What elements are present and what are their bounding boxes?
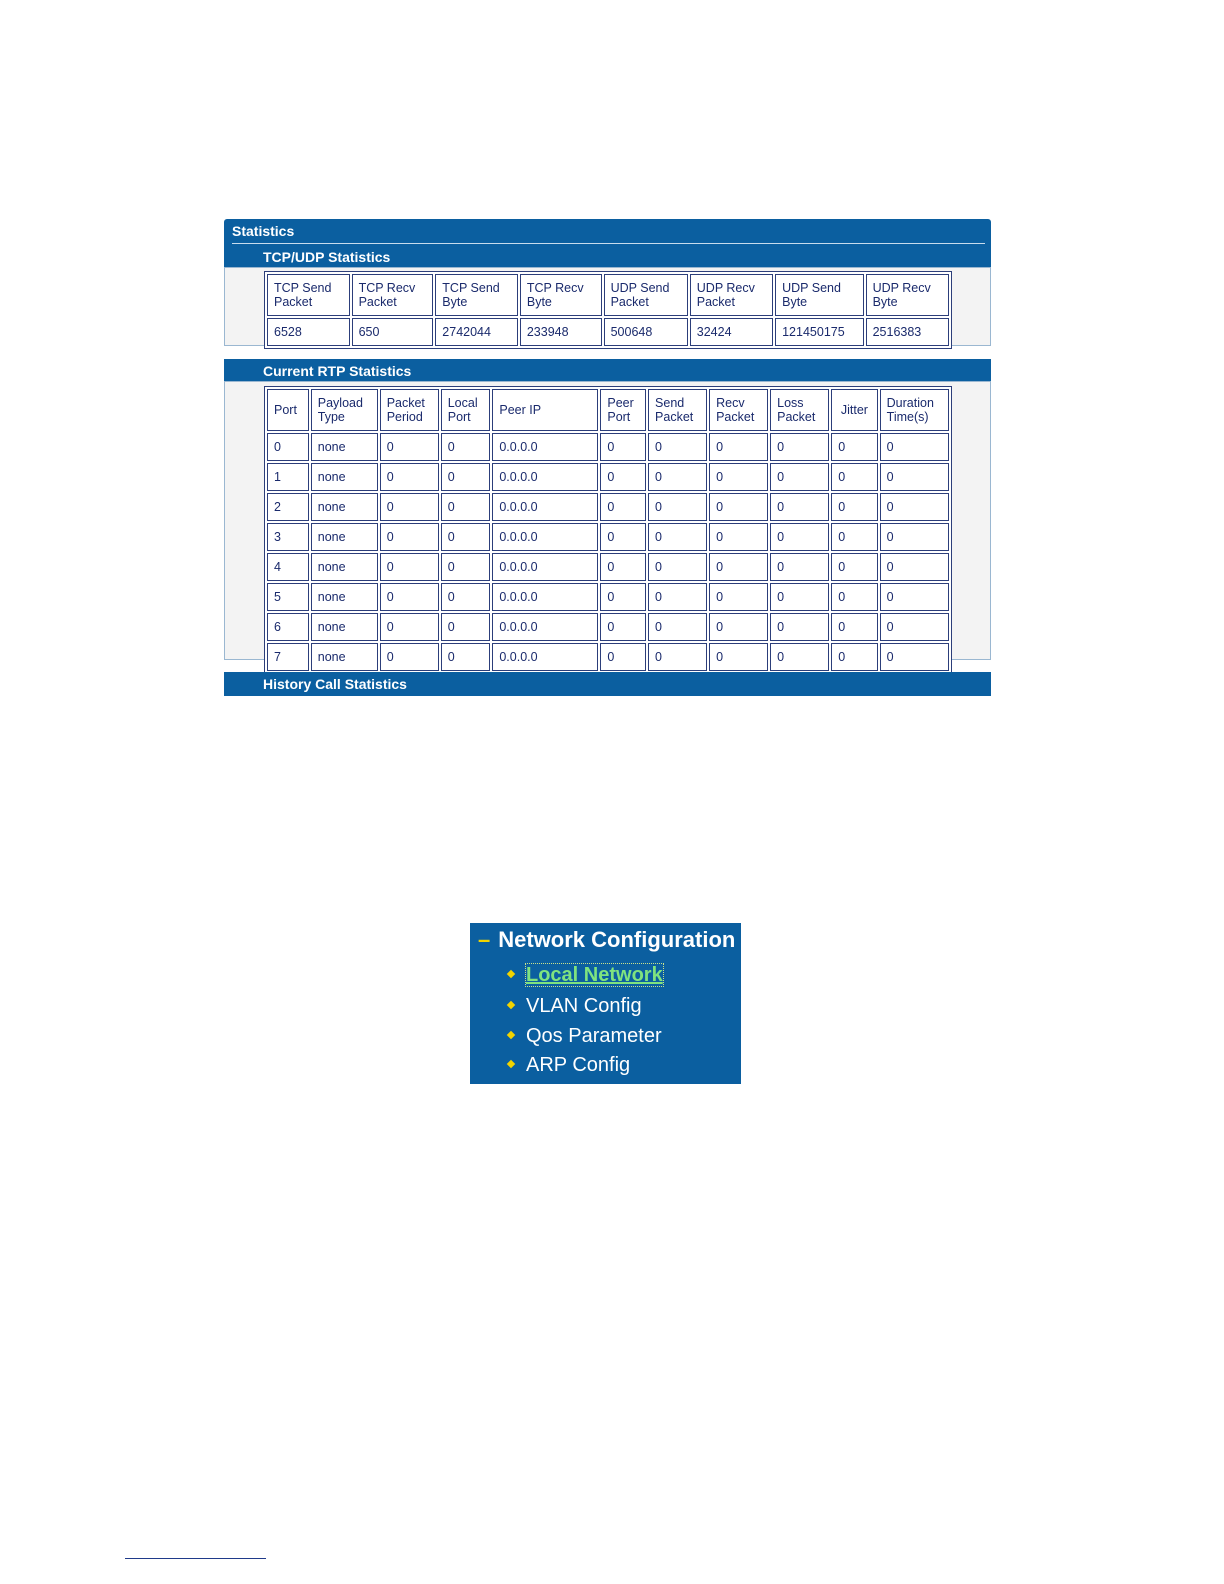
- rtp-header-row: [267, 389, 949, 431]
- loss-packet-cell: 0: [770, 523, 829, 551]
- bullet-diamond-icon: [507, 969, 515, 977]
- local-port-cell: 0: [441, 433, 491, 461]
- port-cell: 4: [267, 553, 309, 581]
- peer-port-cell: 0: [600, 523, 646, 551]
- payload-type-cell: none: [311, 493, 378, 521]
- loss-packet-cell: 0: [770, 433, 829, 461]
- local-port-cell: 0: [441, 613, 491, 641]
- port-header: Port: [267, 389, 309, 431]
- peer-ip-cell: 0.0.0.0: [492, 493, 598, 521]
- menu-item-label: Qos Parameter: [526, 1025, 662, 1047]
- bullet-diamond-icon: [507, 1000, 515, 1008]
- udp-recv-byte-value: 2516383: [866, 318, 949, 346]
- bullet-diamond-icon: [507, 1030, 515, 1038]
- loss-packet-cell: 0: [770, 613, 829, 641]
- history-section-title: History Call Statistics: [263, 676, 407, 692]
- menu-item-label: Local Network: [526, 964, 663, 986]
- udp-send-byte-header: UDP Send Byte: [775, 274, 863, 316]
- tcp-recv-packet-header: TCP Recv Packet: [352, 274, 434, 316]
- menu-item-vlan-config[interactable]: [508, 995, 642, 1018]
- peer-ip-cell: 0.0.0.0: [492, 433, 598, 461]
- title-divider: [232, 243, 985, 244]
- peer-port-cell: 0: [600, 463, 646, 491]
- recv-packet-header: Recv Packet: [709, 389, 768, 431]
- recv-packet-cell: 0: [709, 613, 768, 641]
- local-port-cell: 0: [441, 583, 491, 611]
- tcp-send-packet-value: 6528: [267, 318, 350, 346]
- rtp-row: [267, 553, 949, 581]
- loss-packet-cell: 0: [770, 463, 829, 491]
- packet-period-cell: 0: [380, 613, 439, 641]
- statistics-title: Statistics: [232, 223, 295, 239]
- recv-packet-cell: 0: [709, 523, 768, 551]
- udp-recv-packet-value: 32424: [690, 318, 773, 346]
- rtp-row: [267, 523, 949, 551]
- tcp-udp-section-title: TCP/UDP Statistics: [263, 249, 391, 265]
- send-packet-cell: 0: [648, 493, 707, 521]
- rtp-row: [267, 643, 949, 671]
- jitter-cell: 0: [831, 553, 877, 581]
- history-section-title-bar: [224, 672, 991, 696]
- rtp-row: [267, 433, 949, 461]
- send-packet-cell: 0: [648, 643, 707, 671]
- local-port-cell: 0: [441, 643, 491, 671]
- port-cell: 7: [267, 643, 309, 671]
- peer-port-header: Peer Port: [600, 389, 646, 431]
- local-port-cell: 0: [441, 553, 491, 581]
- peer-ip-cell: 0.0.0.0: [492, 523, 598, 551]
- network-config-heading[interactable]: [478, 927, 735, 953]
- network-config-menu: [470, 923, 741, 1084]
- tcp-udp-value-row: [267, 318, 949, 346]
- jitter-cell: 0: [831, 523, 877, 551]
- peer-ip-cell: 0.0.0.0: [492, 463, 598, 491]
- rtp-section: [224, 381, 991, 664]
- send-packet-cell: 0: [648, 523, 707, 551]
- footnote-separator: [125, 1558, 266, 1559]
- peer-port-cell: 0: [600, 583, 646, 611]
- recv-packet-cell: 0: [709, 583, 768, 611]
- payload-type-cell: none: [311, 643, 378, 671]
- payload-type-cell: none: [311, 613, 378, 641]
- tcp-udp-table: [264, 271, 952, 349]
- peer-port-cell: 0: [600, 613, 646, 641]
- jitter-header: Jitter: [831, 389, 877, 431]
- peer-port-cell: 0: [600, 643, 646, 671]
- duration-cell: 0: [880, 523, 949, 551]
- recv-packet-cell: 0: [709, 553, 768, 581]
- jitter-cell: 0: [831, 493, 877, 521]
- udp-send-byte-value: 121450175: [775, 318, 863, 346]
- packet-period-cell: 0: [380, 463, 439, 491]
- menu-item-local-network[interactable]: [508, 964, 663, 987]
- send-packet-cell: 0: [648, 463, 707, 491]
- payload-type-cell: none: [311, 463, 378, 491]
- packet-period-cell: 0: [380, 553, 439, 581]
- peer-ip-cell: 0.0.0.0: [492, 643, 598, 671]
- udp-send-packet-value: 500648: [604, 318, 688, 346]
- port-cell: 1: [267, 463, 309, 491]
- payload-type-cell: none: [311, 523, 378, 551]
- menu-item-arp-config[interactable]: [508, 1054, 630, 1077]
- peer-ip-cell: 0.0.0.0: [492, 613, 598, 641]
- tcp-send-byte-header: TCP Send Byte: [435, 274, 518, 316]
- rtp-table: [264, 386, 952, 674]
- duration-cell: 0: [880, 643, 949, 671]
- payload-type-cell: none: [311, 583, 378, 611]
- payload-type-cell: none: [311, 553, 378, 581]
- send-packet-cell: 0: [648, 433, 707, 461]
- duration-cell: 0: [880, 613, 949, 641]
- loss-packet-cell: 0: [770, 553, 829, 581]
- menu-item-label: VLAN Config: [526, 995, 642, 1017]
- tcp-send-packet-header: TCP Send Packet: [267, 274, 350, 316]
- recv-packet-cell: 0: [709, 493, 768, 521]
- port-cell: 2: [267, 493, 309, 521]
- peer-ip-cell: 0.0.0.0: [492, 583, 598, 611]
- duration-cell: 0: [880, 583, 949, 611]
- statistics-panel: [224, 219, 991, 695]
- port-cell: 5: [267, 583, 309, 611]
- local-port-cell: 0: [441, 523, 491, 551]
- recv-packet-cell: 0: [709, 433, 768, 461]
- menu-item-label: ARP Config: [526, 1054, 631, 1076]
- loss-packet-cell: 0: [770, 643, 829, 671]
- packet-period-cell: 0: [380, 523, 439, 551]
- packet-period-cell: 0: [380, 493, 439, 521]
- tcp-recv-byte-header: TCP Recv Byte: [520, 274, 602, 316]
- tcp-recv-packet-value: 650: [352, 318, 434, 346]
- peer-port-cell: 0: [600, 433, 646, 461]
- port-cell: 6: [267, 613, 309, 641]
- packet-period-cell: 0: [380, 643, 439, 671]
- jitter-cell: 0: [831, 643, 877, 671]
- menu-item-qos-parameter[interactable]: [508, 1025, 662, 1048]
- udp-recv-packet-header: UDP Recv Packet: [690, 274, 773, 316]
- jitter-cell: 0: [831, 613, 877, 641]
- recv-packet-cell: 0: [709, 643, 768, 671]
- udp-send-packet-header: UDP Send Packet: [604, 274, 688, 316]
- rtp-row: [267, 613, 949, 641]
- udp-recv-byte-header: UDP Recv Byte: [866, 274, 949, 316]
- loss-packet-header: Loss Packet: [770, 389, 829, 431]
- local-port-header: Local Port: [441, 389, 491, 431]
- peer-ip-header: Peer IP: [492, 389, 598, 431]
- send-packet-cell: 0: [648, 553, 707, 581]
- recv-packet-cell: 0: [709, 463, 768, 491]
- statistics-title-bar: [224, 219, 991, 267]
- network-config-heading-label: Network Configuration: [498, 927, 736, 952]
- rtp-section-title-bar: [224, 359, 991, 383]
- send-packet-cell: 0: [648, 613, 707, 641]
- tcp-udp-header-row: [267, 274, 949, 316]
- rtp-section-title: Current RTP Statistics: [263, 363, 412, 379]
- tcp-udp-section: [224, 267, 991, 346]
- loss-packet-cell: 0: [770, 493, 829, 521]
- rtp-row: [267, 583, 949, 611]
- peer-port-cell: 0: [600, 493, 646, 521]
- rtp-row: [267, 493, 949, 521]
- send-packet-cell: 0: [648, 583, 707, 611]
- jitter-cell: 0: [831, 583, 877, 611]
- tcp-recv-byte-value: 233948: [520, 318, 602, 346]
- packet-period-cell: 0: [380, 583, 439, 611]
- local-port-cell: 0: [441, 493, 491, 521]
- duration-cell: 0: [880, 433, 949, 461]
- duration-cell: 0: [880, 553, 949, 581]
- port-cell: 0: [267, 433, 309, 461]
- local-port-cell: 0: [441, 463, 491, 491]
- jitter-cell: 0: [831, 433, 877, 461]
- payload-type-header: Payload Type: [311, 389, 378, 431]
- peer-port-cell: 0: [600, 553, 646, 581]
- loss-packet-cell: 0: [770, 583, 829, 611]
- tcp-send-byte-value: 2742044: [435, 318, 518, 346]
- send-packet-header: Send Packet: [648, 389, 707, 431]
- port-cell: 3: [267, 523, 309, 551]
- payload-type-cell: none: [311, 433, 378, 461]
- jitter-cell: 0: [831, 463, 877, 491]
- collapse-minus-icon[interactable]: –: [478, 927, 491, 952]
- packet-period-header: Packet Period: [380, 389, 439, 431]
- bullet-diamond-icon: [507, 1059, 515, 1067]
- rtp-row: [267, 463, 949, 491]
- packet-period-cell: 0: [380, 433, 439, 461]
- peer-ip-cell: 0.0.0.0: [492, 553, 598, 581]
- duration-header: Duration Time(s): [880, 389, 949, 431]
- duration-cell: 0: [880, 493, 949, 521]
- duration-cell: 0: [880, 463, 949, 491]
